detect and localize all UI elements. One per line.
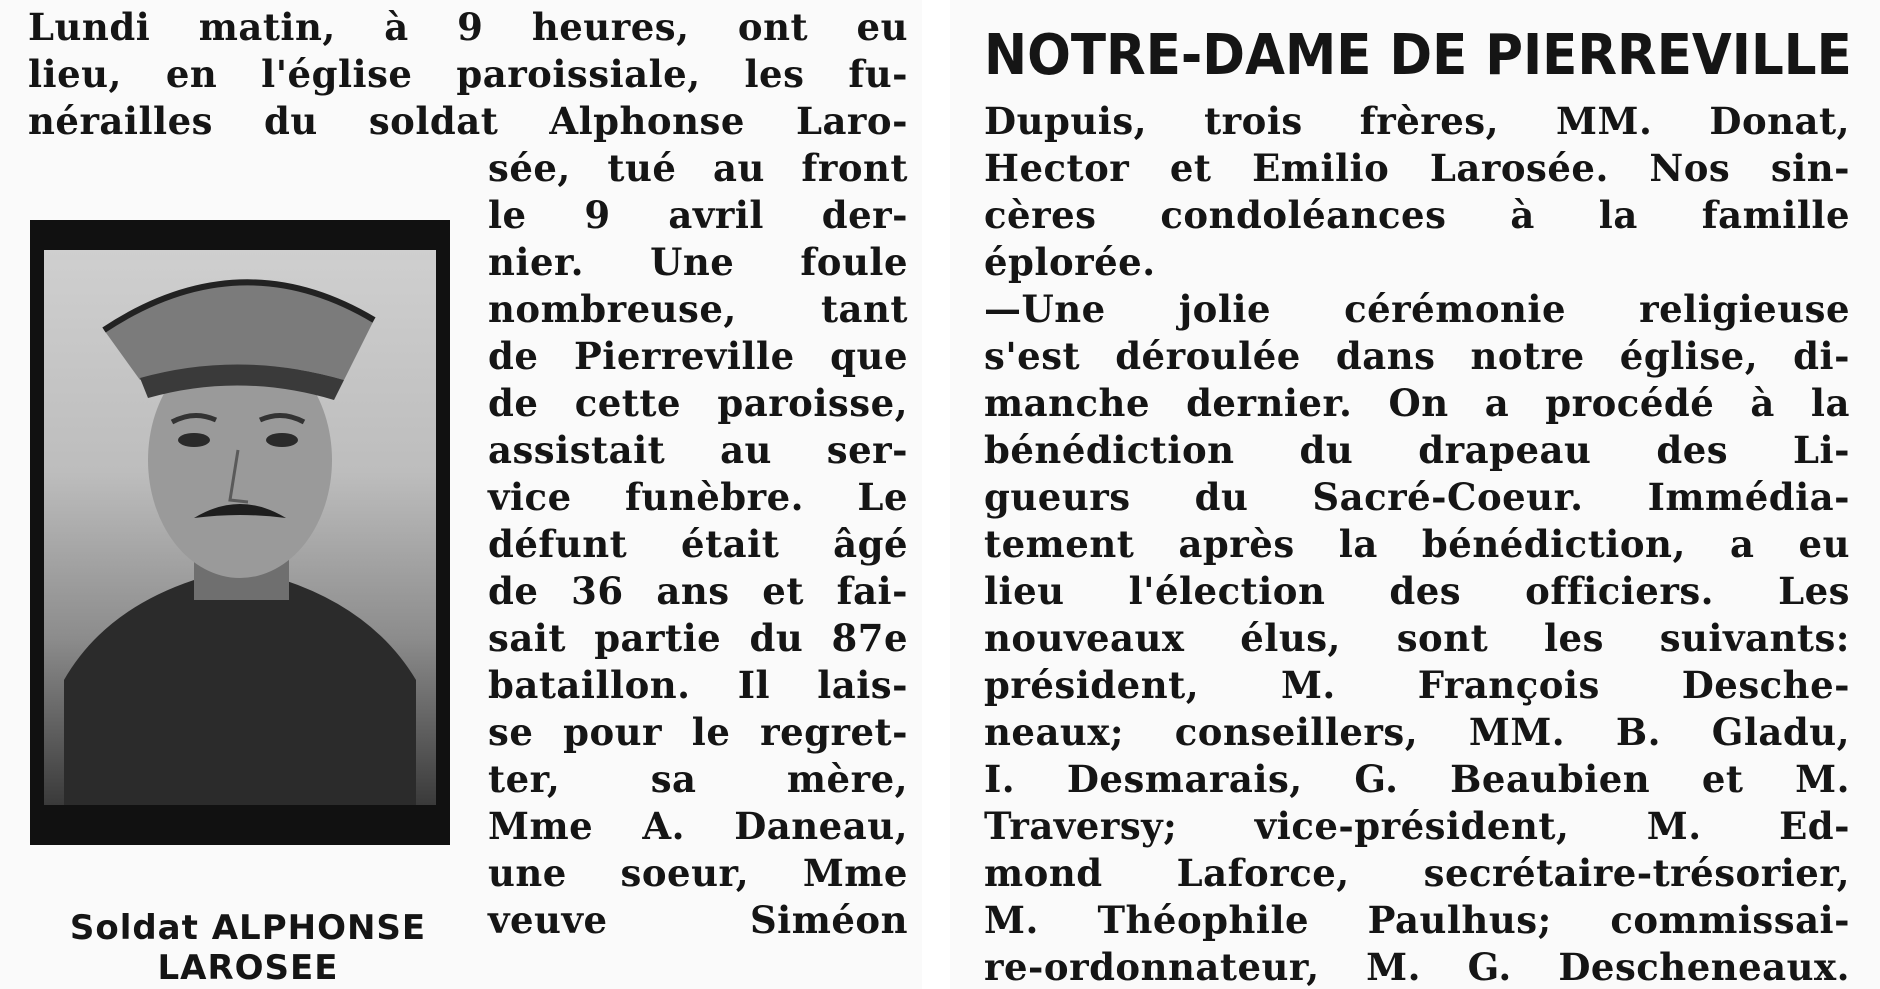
article-line <box>984 756 1850 802</box>
word: soeur, <box>620 851 750 895</box>
word: ser- <box>826 428 908 472</box>
word: secrétaire-trésorier, <box>1423 851 1850 895</box>
word: Paulhus; <box>1367 898 1552 942</box>
article-line <box>984 239 1850 285</box>
word: tant <box>820 287 908 331</box>
word: lieu <box>984 569 1065 613</box>
word: foule <box>800 240 908 284</box>
word: François <box>1417 663 1600 707</box>
word: 36 <box>571 569 624 613</box>
word: neaux; <box>984 710 1125 754</box>
word: paroisse, <box>717 381 908 425</box>
word: Donat, <box>1709 99 1850 143</box>
word: heures, <box>531 5 690 49</box>
word: Sacré-Coeur. <box>1312 475 1584 519</box>
article-line <box>984 850 1850 896</box>
article-line <box>984 521 1850 567</box>
word: soldat <box>368 99 499 143</box>
word: du <box>264 99 318 143</box>
word: Dupuis, <box>984 99 1148 143</box>
word: conseillers, <box>1174 710 1419 754</box>
word: du <box>1299 428 1354 472</box>
word: Laro- <box>795 99 908 143</box>
word: eu <box>1798 522 1850 566</box>
word: ans <box>656 569 730 613</box>
word: procédé <box>1545 381 1715 425</box>
article-line <box>984 192 1850 238</box>
article-line <box>984 897 1850 943</box>
word: M. <box>1366 945 1422 989</box>
word: et <box>1169 146 1212 190</box>
word: le <box>488 193 527 237</box>
word: frères, <box>1359 99 1499 143</box>
word: que <box>830 334 908 378</box>
word: assistait <box>488 428 666 472</box>
word: Beaubien <box>1450 757 1651 801</box>
word: matin, <box>198 5 336 49</box>
word: avril <box>668 193 764 237</box>
word: Mme <box>802 851 908 895</box>
portrait-illustration <box>44 250 436 805</box>
word: des <box>1389 569 1462 613</box>
word: Immédia- <box>1647 475 1850 519</box>
word: nombreuse, <box>488 287 737 331</box>
word: trois <box>1204 99 1303 143</box>
word: der- <box>821 193 908 237</box>
word: l'élection <box>1128 569 1326 613</box>
article-line <box>28 4 908 50</box>
article-line <box>488 850 908 896</box>
article-line <box>28 98 908 144</box>
word: front <box>801 146 908 190</box>
word: Pierreville <box>573 334 795 378</box>
article-line <box>488 897 908 943</box>
article-line <box>488 756 908 802</box>
word: âgé <box>833 522 908 566</box>
word: du <box>1194 475 1249 519</box>
word: G. <box>1467 945 1512 989</box>
word: 87e <box>831 616 908 660</box>
word: Nos <box>1649 146 1731 190</box>
word: Une <box>650 240 735 284</box>
word: regret- <box>760 710 908 754</box>
word: mère, <box>786 757 908 801</box>
article-line <box>984 615 1850 661</box>
word: était <box>681 522 780 566</box>
soldier-photo <box>30 220 450 845</box>
word: la <box>1598 193 1638 237</box>
word: Emilio <box>1252 146 1390 190</box>
word: de <box>488 381 539 425</box>
article-line <box>488 333 908 379</box>
article-line <box>488 145 908 191</box>
article-line <box>488 427 908 473</box>
word: a <box>1484 381 1510 425</box>
word: partie <box>594 616 722 660</box>
headline: NOTRE-DAME DE PIERREVILLE <box>984 23 1852 88</box>
word: condoléances <box>1160 193 1447 237</box>
word: bataillon. <box>488 663 691 707</box>
article-line <box>488 568 908 614</box>
word: bénédiction, <box>1421 522 1686 566</box>
word: nouveaux <box>984 616 1185 660</box>
word: Larosée. <box>1429 146 1609 190</box>
word: a <box>1729 522 1755 566</box>
word: éplorée. <box>984 240 1156 284</box>
word: Li- <box>1793 428 1850 472</box>
word: bénédiction <box>984 428 1235 472</box>
word: défunt <box>488 522 628 566</box>
word: cères <box>984 193 1097 237</box>
word: cette <box>574 381 682 425</box>
word: MM. <box>1468 710 1566 754</box>
word: fu- <box>848 52 908 96</box>
word: famille <box>1701 193 1850 237</box>
word: à <box>384 5 409 49</box>
article-line <box>984 709 1850 755</box>
word: Desche- <box>1681 663 1850 707</box>
word: fai- <box>836 569 908 613</box>
word: l'église <box>261 52 413 96</box>
word: officiers. <box>1525 569 1715 613</box>
word: dernier. <box>1186 381 1353 425</box>
word: le <box>691 710 731 754</box>
article-line <box>488 239 908 285</box>
word: Lundi <box>28 5 151 49</box>
word: I. <box>984 757 1016 801</box>
word: Alphonse <box>549 99 745 143</box>
article-line <box>984 662 1850 708</box>
word: jolie <box>1178 287 1272 331</box>
word: dans <box>1335 334 1436 378</box>
word: se <box>488 710 534 754</box>
article-line <box>984 474 1850 520</box>
word: de <box>488 334 539 378</box>
article-line <box>984 286 1850 332</box>
word: la <box>1338 522 1378 566</box>
word: sin- <box>1770 146 1850 190</box>
word: notre <box>1470 334 1585 378</box>
article-line <box>488 192 908 238</box>
article-line <box>984 380 1850 426</box>
word: cérémonie <box>1344 287 1567 331</box>
word: une <box>488 851 567 895</box>
word: Les <box>1778 569 1850 613</box>
word: Il <box>737 663 771 707</box>
article-line <box>984 944 1850 989</box>
article-line <box>984 98 1850 144</box>
word: sée, <box>488 146 571 190</box>
word: vice-président, <box>1254 804 1570 848</box>
article-line <box>488 709 908 755</box>
word: lais- <box>817 663 908 707</box>
word: di- <box>1793 334 1850 378</box>
word: Mme <box>488 804 594 848</box>
word: M. <box>984 898 1039 942</box>
word: Traversy; <box>984 804 1178 848</box>
word: mond <box>984 851 1103 895</box>
word: les <box>1544 616 1604 660</box>
article-line <box>488 474 908 520</box>
word: après <box>1178 522 1295 566</box>
word: re-ordonnateur, <box>984 945 1320 989</box>
word: eu <box>856 5 908 49</box>
word: Gladu, <box>1711 710 1850 754</box>
article-line <box>488 380 908 426</box>
article-line <box>488 615 908 661</box>
word: veuve <box>488 898 608 942</box>
caption-line-1: Soldat ALPHONSE <box>69 908 427 948</box>
word: B. <box>1615 710 1662 754</box>
word: commissai- <box>1610 898 1850 942</box>
word: sont <box>1396 616 1489 660</box>
word: et <box>1701 757 1744 801</box>
article-line <box>488 521 908 567</box>
article-line <box>984 568 1850 614</box>
word: Desmarais, <box>1066 757 1303 801</box>
word: tué <box>607 146 677 190</box>
word: 9 <box>457 5 484 49</box>
word: Ed- <box>1779 804 1850 848</box>
word: ter, <box>488 757 561 801</box>
article-line <box>984 145 1850 191</box>
word: Le <box>857 475 908 519</box>
word: nier. <box>488 240 584 284</box>
word: Hector <box>984 146 1130 190</box>
word: nérailles <box>28 99 213 143</box>
article-line <box>984 427 1850 473</box>
word: église, <box>1619 334 1759 378</box>
word: Daneau, <box>734 804 908 848</box>
word: élus, <box>1240 616 1341 660</box>
article-line <box>488 803 908 849</box>
article-line <box>984 333 1850 379</box>
word: sa <box>650 757 697 801</box>
word: M. <box>1646 804 1702 848</box>
word: Théophile <box>1097 898 1310 942</box>
word: des <box>1656 428 1729 472</box>
word: tement <box>984 522 1135 566</box>
article-line <box>488 662 908 708</box>
word: vice <box>488 475 572 519</box>
photo-caption <box>28 908 468 988</box>
word: au <box>712 146 765 190</box>
word: A. <box>642 804 685 848</box>
word: paroissiale, <box>456 52 701 96</box>
word: à <box>1510 193 1535 237</box>
word: manche <box>984 381 1150 425</box>
word: Laforce, <box>1176 851 1350 895</box>
word: M. <box>1280 663 1336 707</box>
word: M. <box>1795 757 1850 801</box>
caption-line-2: LAROSEE <box>157 948 339 988</box>
word: les <box>744 52 805 96</box>
word: drapeau <box>1418 428 1592 472</box>
article-line <box>28 51 908 97</box>
word: —Une <box>984 287 1106 331</box>
word: à <box>1750 381 1775 425</box>
word: et <box>762 569 804 613</box>
word: lieu, <box>28 52 122 96</box>
word: s'est <box>984 334 1081 378</box>
word: Siméon <box>749 898 908 942</box>
word: déroulée <box>1115 334 1301 378</box>
word: religieuse <box>1639 287 1850 331</box>
word: pour <box>563 710 663 754</box>
word: ont <box>737 5 809 49</box>
word: président, <box>984 663 1200 707</box>
word: de <box>488 569 539 613</box>
word: du <box>749 616 804 660</box>
word: funèbre. <box>625 475 805 519</box>
photo-portrait <box>44 250 436 805</box>
word: gueurs <box>984 475 1131 519</box>
word: suivants: <box>1659 616 1850 660</box>
article-line <box>984 803 1850 849</box>
word: au <box>720 428 772 472</box>
word: G. <box>1354 757 1399 801</box>
word: MM. <box>1556 99 1653 143</box>
article-line <box>488 286 908 332</box>
word: 9 <box>584 193 611 237</box>
word: sait <box>488 616 566 660</box>
word: Descheneaux. <box>1558 945 1850 989</box>
word: en <box>165 52 218 96</box>
word: On <box>1388 381 1449 425</box>
word: la <box>1810 381 1850 425</box>
